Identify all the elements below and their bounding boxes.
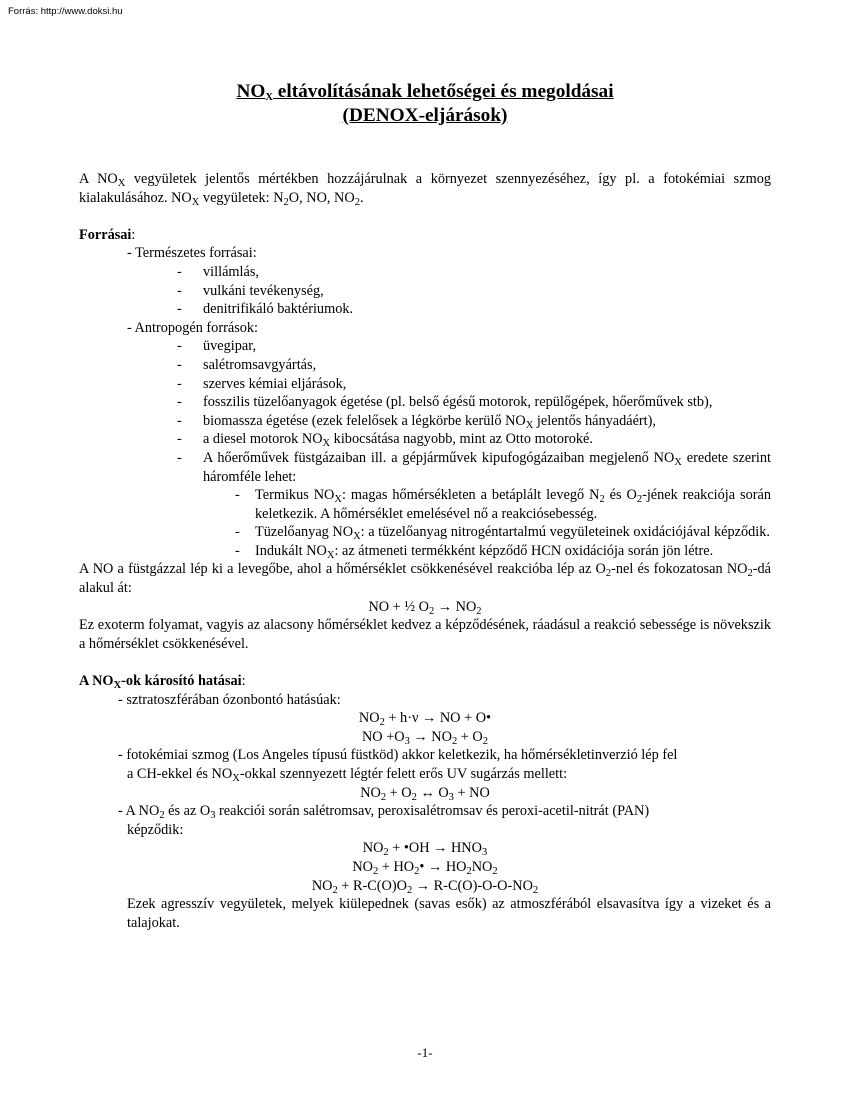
list-item: - denitrifikáló baktériumok. xyxy=(177,301,354,318)
list-item: - villámlás, xyxy=(177,263,259,280)
page-number: -1- xyxy=(417,1045,433,1060)
equation: NO $+O_3 \to NO_2 + O_2$ xyxy=(361,728,489,747)
equation: $NO_2 + R-C(O)O_2 \to R-C(O)-O-O-NO_2$ xyxy=(311,877,539,896)
effect-item: - A $NO_2$ és az $O_3$ reakciói során salétromsav, peroxisalétromsav és peroxi-acetil-nitrát (PAN) képződik: xyxy=(118,803,650,838)
list-item: - szerves kémiai eljárások, xyxy=(177,375,347,392)
natural-sources-label: - Természetes forrásai: xyxy=(127,245,257,262)
equation: $NO_2$ + $HO_2• \to HO_2NO_2$ xyxy=(352,858,498,877)
no-paragraph: A NO a füstgázzal lép ki a levegőbe, ahol a hőmérséklet csökkenésével reakcióba lép az $O_2$-nel és fokozatosan $NO_2-dá$ alakul át: xyxy=(79,561,771,597)
list-item: - biomassza égetése (ezek felelősek a légkörbe kerülő $NO_X$ jelentős hányadáért), xyxy=(177,412,656,431)
exotherm-paragraph: Ez exoterm folyamat, vagyis az alacsony hőmérséklet kedvez a képződésének, ráadásul a reakció sebessége is növekszik a hőmérséklet csökkenésével. xyxy=(79,617,771,652)
document-page xyxy=(79,80,771,932)
conclusion-paragraph: Ezek agresszív vegyületek, melyek kiülepednek (savas esők) az atmoszférából elsavasítva így a vizeket és a talajokat. xyxy=(127,896,771,931)
sources-heading: Forrásai: xyxy=(79,226,136,243)
equation: $NO_2 + O_2$ ↔ $O_3$ + NO xyxy=(360,784,490,803)
page-title: $NO_X$ eltávolításának lehetőségei és megoldásai (DENOX-eljárások) xyxy=(236,81,614,126)
list-item: - vulkáni tevékenység, xyxy=(177,282,324,299)
equation: $NO_2$ + •OH → $HNO_3$ xyxy=(362,840,488,859)
sub-list-item: - Termikus $NO_X$: magas hőmérsékleten a betáplált levegő $N_2$ és $O_2$-jének reakciója során keletkezik. A hőmérséklet emelésével nő a reakciósebesség. xyxy=(235,487,772,522)
list-item: - a diesel motorok $NO_X$ kibocsátása nagyobb, mint az Otto motoroké. xyxy=(177,431,593,450)
sub-list-item: - Tüzelőanyag $NO_X$: a tüzelőanyag nitrogéntartalmú vegyületeinek oxidációjával képződik. xyxy=(235,524,770,543)
list-item: - A hőerőművek füstgázaiban ill. a gépjárművek kipufogógázaiban megjelenő $NO_X$ eredete szerint háromféle lehet: xyxy=(177,449,771,485)
sub-list-item: - Indukált $NO_X$: az átmeneti termékként képződő HCN oxidációja során jön létre. xyxy=(235,542,714,561)
source-note: Forrás: http://www.doksi.hu xyxy=(8,6,123,17)
list-item: - üvegipar, xyxy=(177,338,257,355)
effects-heading: A $NO_X-ok$ károsító hatásai: xyxy=(79,673,246,692)
effect-item: - fotokémiai szmog (Los Angeles típusú füstköd) akkor keletkezik, ha hőmérsékletinverzió lép fel a CH-ekkel és $NO_X$-okkal szennyezett légtér felett erős UV sugárzás mellett: xyxy=(118,747,678,784)
list-item: - fosszilis tüzelőanyagok égetése (pl. belső égésű motorok, repülőgépek, hőerőművek stb), xyxy=(177,394,713,411)
intro-paragraph: A $NO_X$ vegyületek jelentős mértékben hozzájárulnak a környezet szennyezéséhez, így pl. a fotokémiai szmog kialakulásához. $NO_X$ vegyületek: $N_2O$, NO, $NO_2$. xyxy=(79,171,772,208)
list-item: - salétromsavgyártás, xyxy=(177,356,317,373)
anthropogenic-sources-label: - Antropogén források: xyxy=(127,319,259,336)
equation: NO + ½ $O_2 \to NO_2$ xyxy=(368,598,482,617)
effect-item: - sztratoszférában ózonbontó hatásúak: xyxy=(118,691,341,708)
equation: $NO_2 + h\cdot\nu$ → NO + O• xyxy=(358,710,492,729)
